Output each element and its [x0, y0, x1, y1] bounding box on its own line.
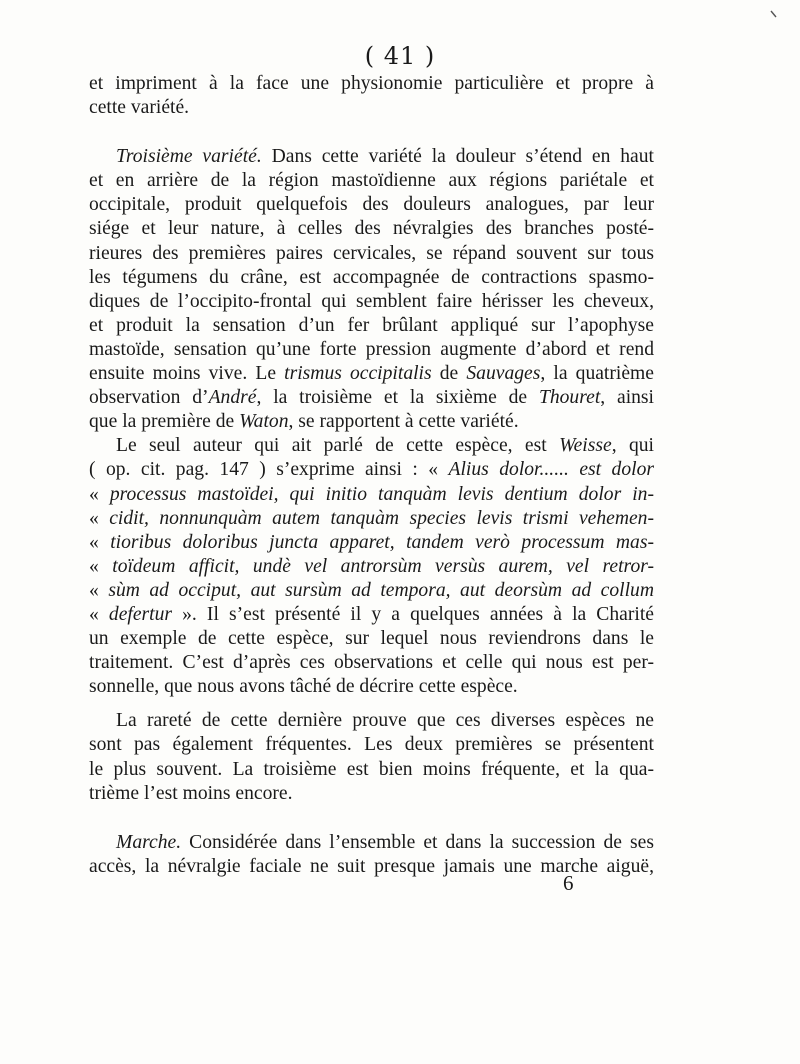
text-line: un exemple de cette espèce, sur lequel nous reviendrons dans le: [89, 628, 654, 650]
text-line: siége et leur nature, à celles des névralgies des branches posté-: [89, 218, 654, 240]
latin-quote-line: « processus mastoïdei, qui initio tanquàm levis dentium dolor in-: [89, 483, 655, 505]
signature-mark: 6: [563, 871, 574, 895]
section-heading-troisieme-variete: Troisième variété.: [116, 146, 262, 168]
text-line: observation d’André, la troisième et la sixième de Thouret, ainsi: [89, 387, 654, 409]
page-number: ( 41 ): [364, 42, 436, 70]
latin-quote-line: « cidit, nonnunquàm autem tanquàm species levis trismi vehemen-: [89, 507, 654, 529]
text-line: sont pas également fréquentes. Les deux premières se présentent: [89, 734, 654, 756]
latin-quote-line: « toïdeum afficit, undè vel antrorsùm versùs aurem, vel retror-: [89, 555, 655, 577]
paragraph-troisieme-variete: Troisième variété. Dans cette variété la douleur s’étend en haut: [116, 146, 654, 168]
text-line: diques de l’occipito-frontal qui semblent faire hérisser les cheveux,: [89, 290, 654, 312]
text-line: et en arrière de la région mastoïdienne aux régions pariétale et: [89, 170, 654, 192]
body-text: [89, 72, 654, 879]
text-line: trième l’est moins encore.: [89, 782, 293, 804]
ink-speck-mark: [770, 10, 778, 18]
text-line: Le seul auteur qui ait parlé de cette espèce, est Weisse, qui: [116, 435, 654, 457]
text-line: occipitale, produit quelquefois des douleurs analogues, par leur: [89, 194, 654, 216]
text-line: sonnelle, que nous avons tâché de décrire cette espèce.: [89, 676, 518, 698]
text-line: traitement. C’est d’après ces observations et celle qui nous est per-: [89, 652, 654, 674]
text-line: ensuite moins vive. Le trismus occipitalis de Sauvages, la quatrième: [89, 363, 654, 385]
text-line: les tégumens du crâne, est accompagnée de contractions spasmo-: [89, 266, 654, 288]
text-line: La rareté de cette dernière prouve que ces diverses espèces ne: [116, 710, 654, 732]
text-line: cette variété.: [89, 97, 190, 119]
text-line: rieures des premières paires cervicales, se répand souvent sur tous: [89, 242, 654, 264]
section-heading-marche: Marche.: [116, 831, 182, 853]
latin-quote-line: « sùm ad occiput, aut sursùm ad tempora, aut deorsùm ad collum: [89, 579, 654, 601]
text-line: et produit la sensation d’un fer brûlant appliqué sur l’apophyse: [89, 314, 654, 336]
text-line: que la première de Waton, se rapportent à cette variété.: [89, 411, 519, 433]
text-line: accès, la névralgie faciale ne suit presque jamais une marche aiguë,: [89, 855, 654, 877]
text-line: mastoïde, sensation qu’une forte pression augmente d’abord et rend: [89, 338, 654, 360]
text-line: ( op. cit. pag. 147 ) s’exprime ainsi : « Alius dolor...... est dolor: [89, 459, 654, 481]
latin-quote-line: « tioribus doloribus juncta apparet, tandem verò processum mas-: [89, 531, 654, 553]
text-line: « defertur ». Il s’est présenté il y a quelques années à la Charité: [89, 603, 654, 625]
text-line: et impriment à la face une physionomie particulière et propre à: [89, 73, 654, 94]
paragraph-marche: Marche. Considérée dans l’ensemble et dans la succession de ses: [116, 831, 654, 853]
text-line: le plus souvent. La troisième est bien moins fréquente, et la qua-: [89, 758, 654, 780]
